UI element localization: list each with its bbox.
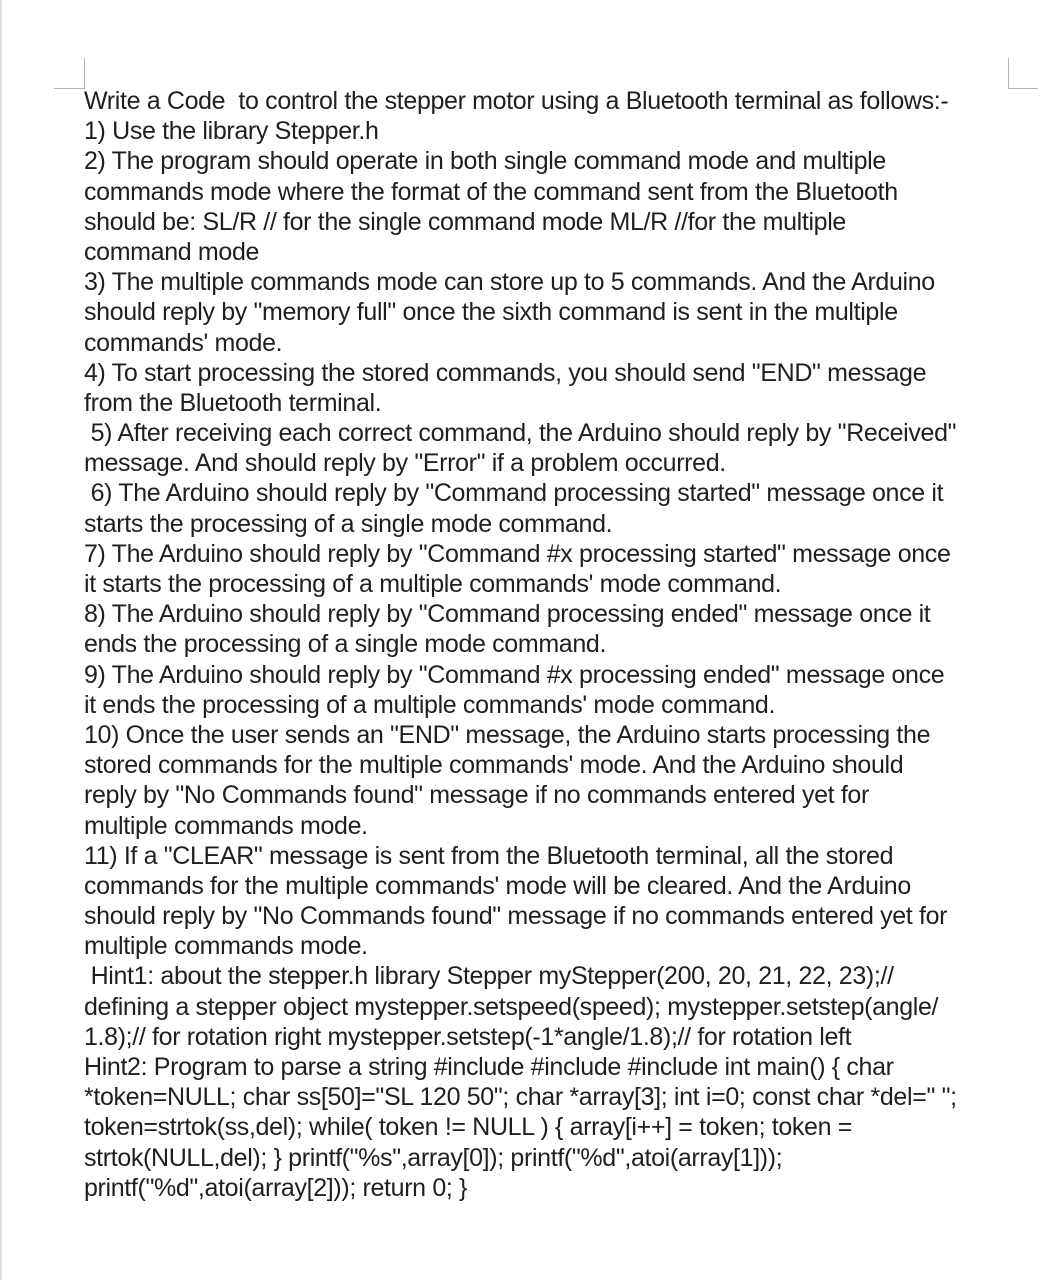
text-line: Hint1: about the stepper.h library Stepper myStepper(200, 20, 21, 22, 23);// bbox=[84, 962, 894, 991]
text-line: it starts the processing of a multiple commands' mode command. bbox=[84, 570, 782, 598]
text-line: should reply by "No Commands found" message if no commands entered yet for bbox=[84, 902, 948, 931]
text-line: commands for the multiple commands' mode will be cleared. And the Arduino bbox=[84, 871, 911, 900]
text-line: message. And should reply by "Error" if a problem occurred. bbox=[84, 449, 726, 478]
text-line: 4) To start processing the stored commands, you should send "END" message bbox=[84, 358, 927, 387]
text-line: should reply by "memory full" once the sixth command is sent in the multiple bbox=[84, 298, 898, 327]
text-line: 7) The Arduino should reply by "Command #x processing started" message once bbox=[84, 539, 951, 568]
text-line: *token=NULL; char ss[50]="SL 120 50"; char *array[3]; int i=0; const char *del=" "; bbox=[84, 1083, 957, 1112]
text-line: starts the processing of a single mode command. bbox=[84, 509, 613, 538]
text-line: should be: SL/R // for the single command mode ML/R //for the multiple bbox=[84, 207, 846, 236]
text-line: reply by "No Commands found" message if no commands entered yet for bbox=[84, 781, 869, 810]
text-line: Hint2: Program to parse a string #include #include #include int main() { char bbox=[84, 1053, 894, 1081]
text-line: 8) The Arduino should reply by "Command processing ended" message once it bbox=[84, 600, 931, 629]
text-line: token=strtok(ss,del); while( token != NULL ) { array[i++] = token; token = bbox=[84, 1113, 853, 1142]
text-line: multiple commands mode. bbox=[84, 932, 368, 961]
text-line: defining a stepper object mystepper.setspeed(speed); mystepper.setstep(angle/ bbox=[84, 992, 939, 1021]
text-line: commands' mode. bbox=[84, 328, 283, 357]
text-line: printf("%d",atoi(array[2])); return 0; } bbox=[84, 1173, 468, 1202]
text-line: 11) If a "CLEAR" message is sent from the Bluetooth terminal, all the stored bbox=[84, 841, 894, 870]
text-line: it ends the processing of a multiple commands' mode command. bbox=[84, 690, 776, 719]
text-line: command mode bbox=[84, 237, 260, 266]
text-line: 6) The Arduino should reply by "Command processing started" message once it bbox=[84, 479, 944, 508]
text-line: 10) Once the user sends an "END" message, the Arduino starts processing the bbox=[84, 720, 931, 749]
text-line: 9) The Arduino should reply by "Command #x processing ended" message once bbox=[84, 660, 945, 689]
text-line: 1.8);// for rotation right mystepper.setstep(-1*angle/1.8);// for rotation left bbox=[84, 1022, 852, 1051]
text-line: 2) The program should operate in both single command mode and multiple bbox=[84, 147, 886, 176]
text-line: 3) The multiple commands mode can store up to 5 commands. And the Arduino bbox=[84, 268, 935, 297]
text-line: commands mode where the format of the command sent from the Bluetooth bbox=[84, 177, 898, 206]
page-edge-shadow bbox=[0, 0, 3, 1280]
margin-corner-mark-top-left bbox=[84, 58, 85, 88]
text-line: Write a Code to control the stepper motor using a Bluetooth terminal as follows:- bbox=[84, 87, 949, 115]
text-line: 1) Use the library Stepper.h bbox=[84, 117, 379, 146]
text-line: strtok(NULL,del); } printf("%s",array[0]); printf("%d",atoi(array[1])); bbox=[84, 1143, 783, 1172]
margin-corner-mark-top-left-horizontal bbox=[54, 88, 85, 89]
text-line: multiple commands mode. bbox=[84, 811, 368, 840]
text-line: stored commands for the multiple commands' mode. And the Arduino should bbox=[84, 751, 904, 780]
text-line: 5) After receiving each correct command, the Arduino should reply by "Received" bbox=[84, 419, 957, 448]
text-line: ends the processing of a single mode command. bbox=[84, 630, 607, 659]
margin-corner-mark-top-right bbox=[1008, 58, 1009, 88]
text-line: from the Bluetooth terminal. bbox=[84, 388, 382, 417]
document-body bbox=[84, 86, 1014, 1203]
